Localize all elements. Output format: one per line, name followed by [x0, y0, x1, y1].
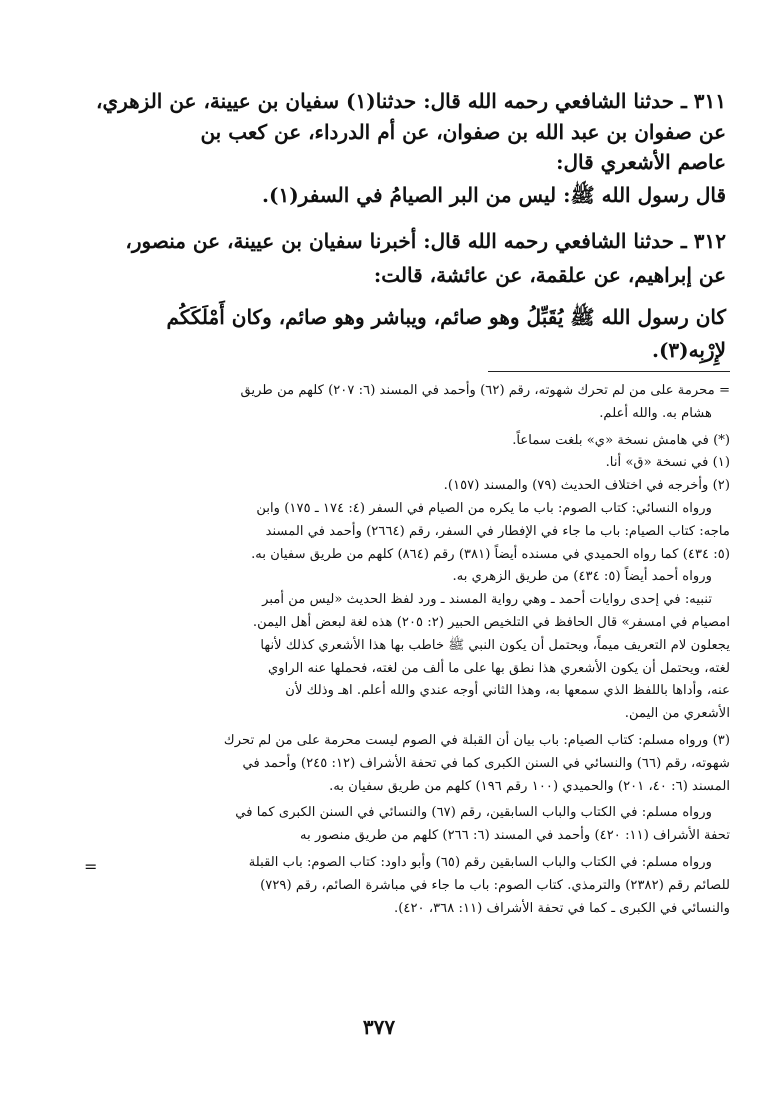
continuation-mark: = [84, 857, 98, 876]
footnote-line: ورواه النسائي: كتاب الصوم: باب ما يكره من الصيام في السفر (٤: ١٧٤ ـ ١٧٥) وابن [256, 500, 712, 516]
footnote-line: الأشعري من اليمن. [624, 706, 730, 722]
footnote-line: امصيام في امسفر» قال الحافظ في التلخيص الحبير (٢: ٢٠٥) هذه لغة لبعض أهل اليمن. [252, 614, 730, 630]
footnote-line: (٥: ٤٣٤) كما رواه الحميدي في مسنده أيضاً (٣٨١) رقم (٨٦٤) كلهم من طريق سفيان به. [251, 546, 730, 562]
main-text-line: عن صفوان بن عبد الله بن صفوان، عن أم الدرداء، عن كعب بن [200, 120, 726, 144]
footnote-line: (*) في هامش نسخة «ي» بلغت سماعاً. [512, 432, 730, 448]
footnote-line: ورواه مسلم: في الكتاب والباب السابقين، رقم (٦٧) والنسائي في السنن الكبرى كما في [235, 805, 712, 821]
footnote-separator [488, 371, 730, 372]
footnote-line: هشام به. والله أعلم. [599, 405, 712, 421]
main-text-line: ٣١١ ـ حدثنا الشافعي رحمه الله قال: حدثنا(١) سفيان بن عيينة، عن الزهري، [95, 89, 726, 113]
footnote-line: المسند (٦: ٤٠، ٢٠١) والحميدي (١٠٠ رقم ١٩٦) كلهم من طريق سفيان به. [329, 778, 730, 794]
footnote-line: يجعلون لام التعريف ميماً، ويحتمل أن يكون النبي ﷺ خاطب بها هذا الأشعري كذلك لأنها [260, 637, 730, 653]
footnote-line: (٣) ورواه مسلم: كتاب الصيام: باب بيان أن القبلة في الصوم ليست محرمة على من لم تحرك [223, 732, 730, 748]
footnote-line: شهوته، رقم (٦٦) والنسائي في السنن الكبرى كما في تحفة الأشراف (١٢: ٢٤٥) وأحمد في [242, 755, 730, 771]
main-text-line: عاصم الأشعري قال: [556, 150, 726, 174]
footnote-line: لغته، ويحتمل أن يكون الأشعري هذا نطق بها على ما ألف من لغته، فحملها عنه الراوي [267, 660, 730, 676]
footnote-line: ورواه مسلم: في الكتاب والباب السابقين رقم (٦٥) وأبو داود: كتاب الصوم: باب القبلة [248, 854, 712, 870]
main-text-line: لإِرْبِه(٣). [651, 338, 726, 362]
page-number: ٣٧٧ [362, 1015, 396, 1039]
footnote-line: (١) في نسخة «ق» أنا. [605, 455, 730, 471]
footnote-line: عنه، وأداها باللفظ الذي سمعها به، وهذا الثاني أوجه عندي والله أعلم. اهـ وذلك لأن [285, 683, 730, 699]
footnote-line: = محرمة على من لم تحرك شهوته، رقم (٦٢) وأحمد في المسند (٦: ٢٠٧) كلهم من طريق [240, 383, 730, 398]
footnote-line: تحفة الأشراف (١١: ٤٢٠) وأحمد في المسند (٦: ٢٦٦) كلهم من طريق منصور به [300, 828, 730, 844]
main-text-line: كان رسول الله ﷺ يُقَبِّلُ وهو صائم، ويباشر وهو صائم، وكان أَمْلَكَكُم [166, 305, 726, 329]
main-text-line: عن إبراهيم، عن علقمة، عن عائشة، قالت: [373, 263, 726, 287]
main-text-line: ٣١٢ ـ حدثنا الشافعي رحمه الله قال: أخبرنا سفيان بن عيينة، عن منصور، [125, 229, 726, 253]
footnotes [90, 380, 730, 920]
footnote-line: ماجه: كتاب الصيام: باب ما جاء في الإفطار في السفر، رقم (٢٦٦٤) وأحمد في المسند [265, 523, 730, 539]
footnote-line: تنبيه: في إحدى روايات أحمد ـ وهي رواية المسند ـ ورد لفظ الحديث «ليس من أمبر [262, 592, 712, 608]
footnote-line: (٢) وأخرجه في اختلاف الحديث (٧٩) والمسند (١٥٧). [443, 478, 730, 494]
footnote-line: والنسائي في الكبرى ـ كما في تحفة الأشراف (١١: ٣٦٨، ٤٢٠). [394, 900, 730, 916]
main-text-line: قال رسول الله ﷺ: ليس من البر الصيامُ في السفر(١). [262, 183, 726, 207]
footnote-line: ورواه أحمد أيضاً (٥: ٤٣٤) من طريق الزهري به. [452, 569, 712, 585]
footnote-line: للصائم رقم (٢٣٨٢) والترمذي. كتاب الصوم: باب ما جاء في مباشرة الصائم، رقم (٧٢٩) [260, 877, 730, 893]
